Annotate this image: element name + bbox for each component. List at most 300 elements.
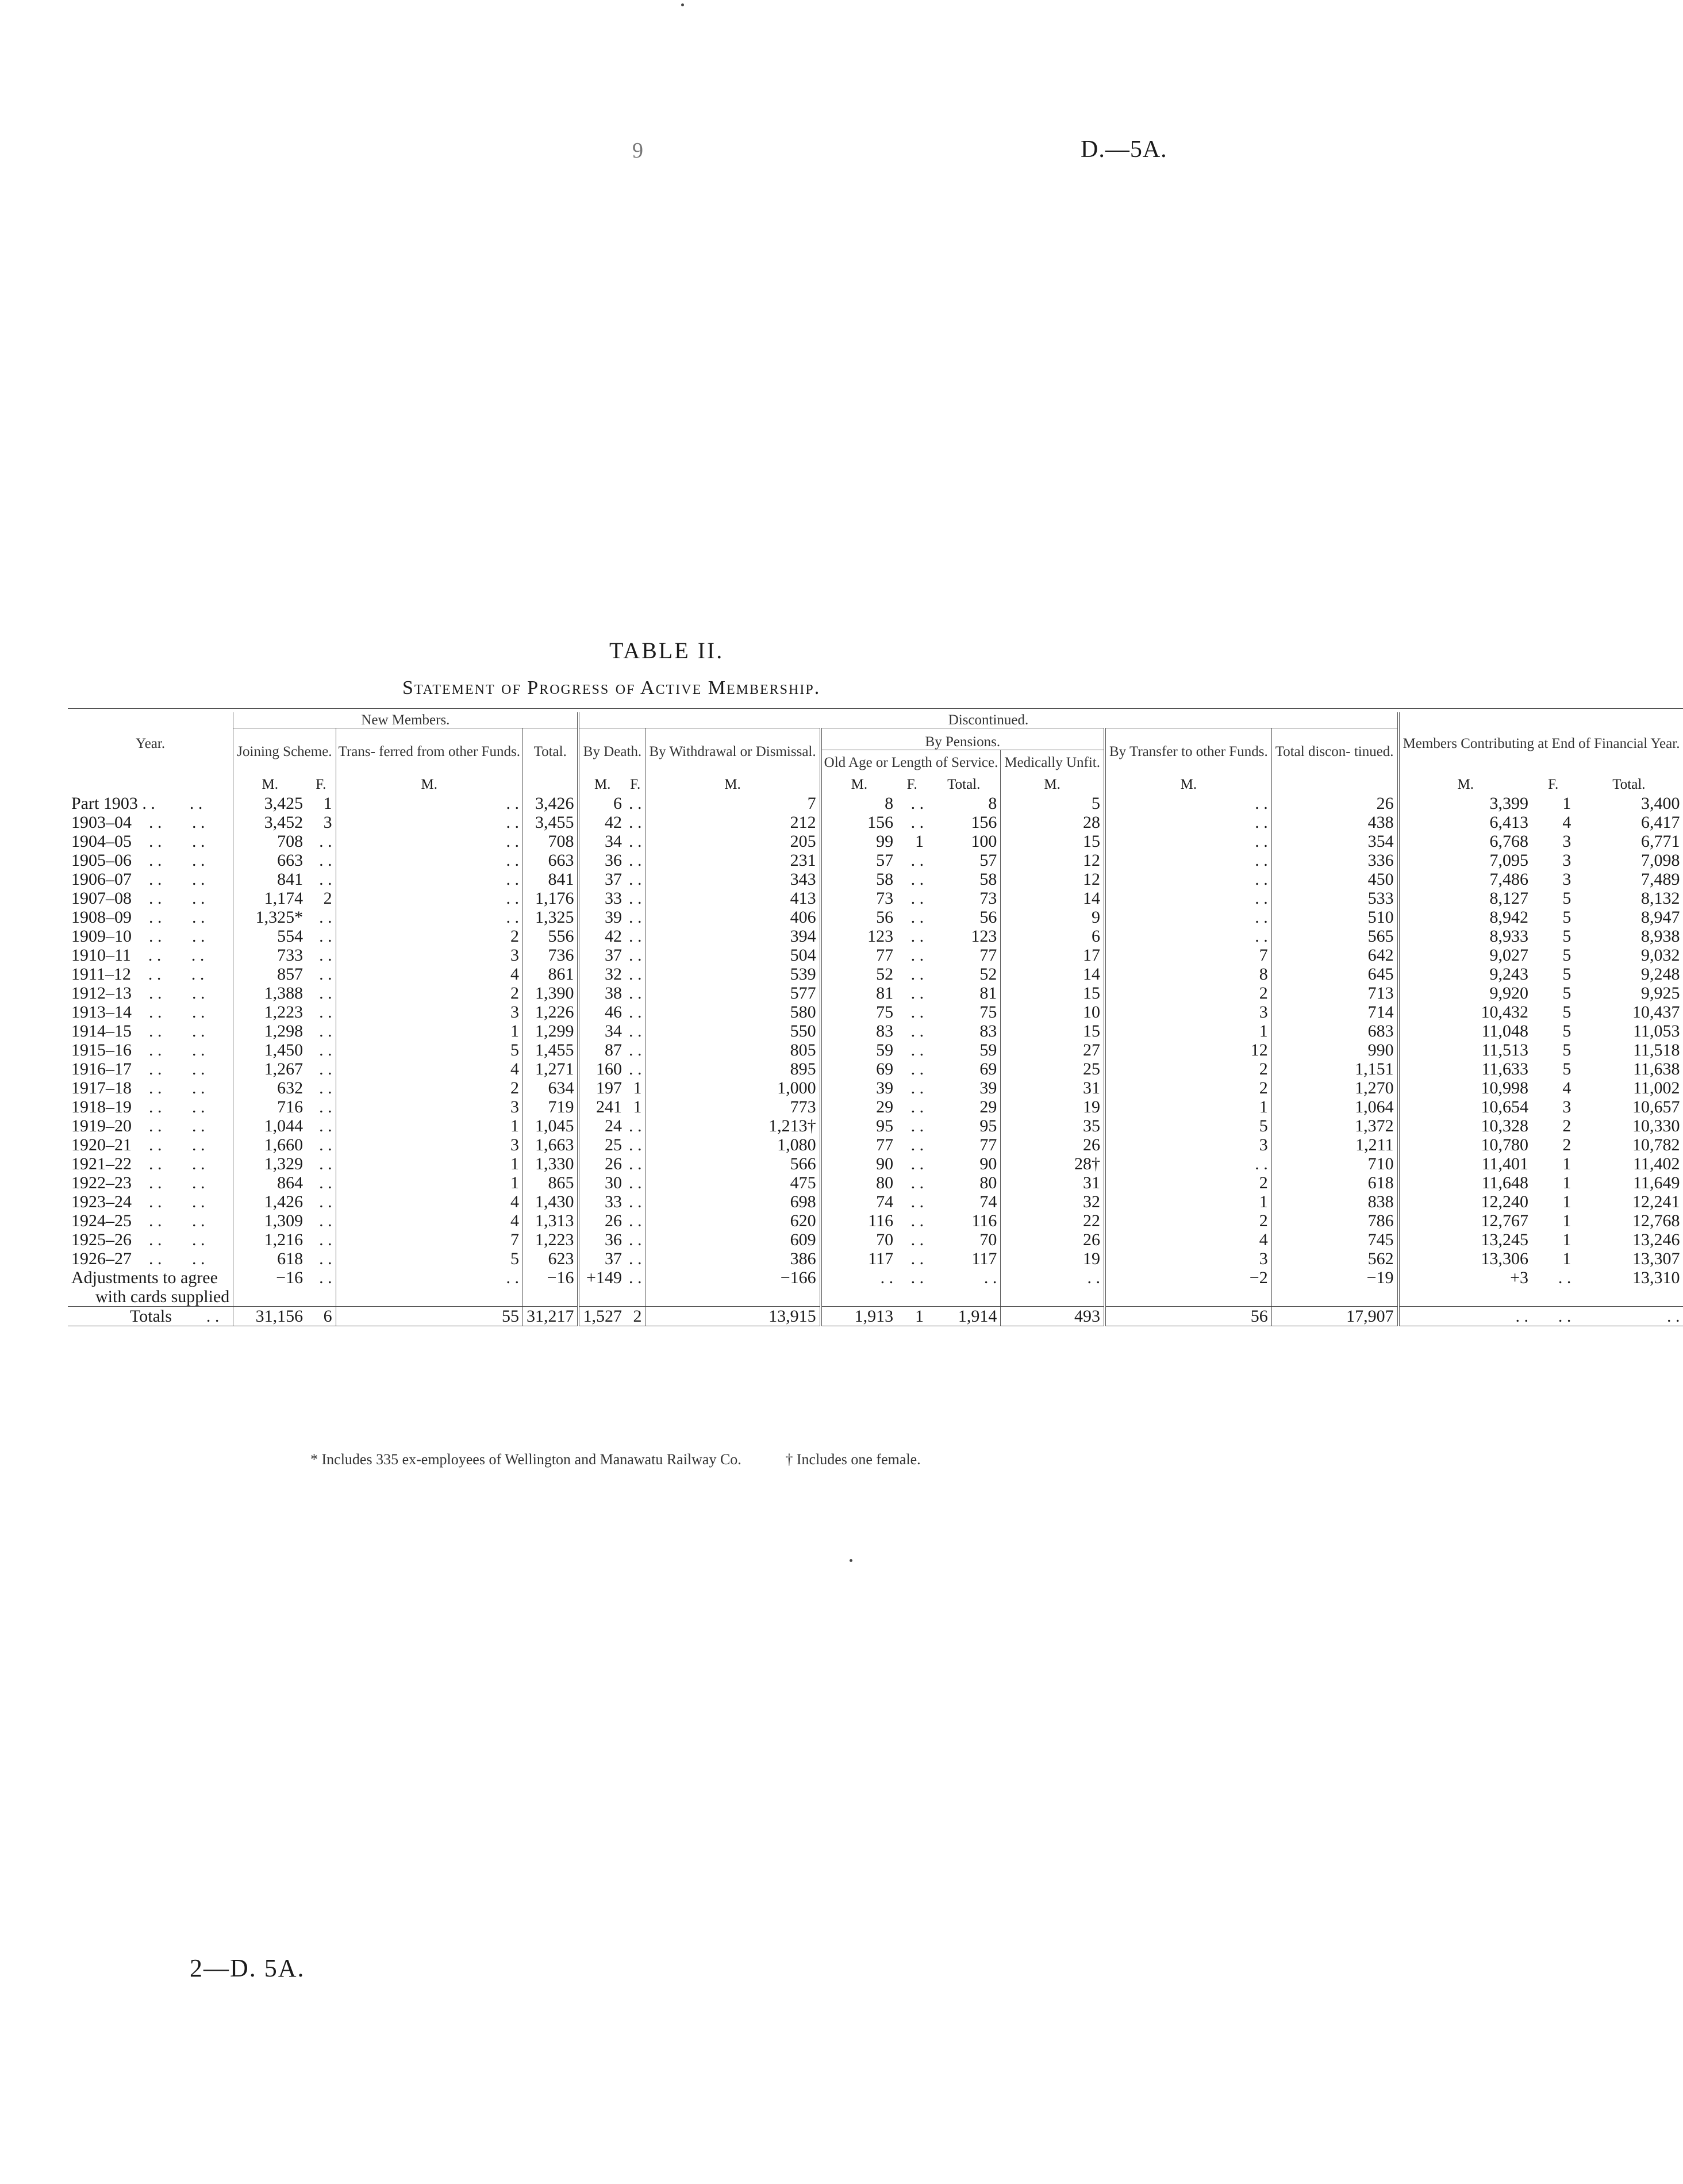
table-cell: 28†: [1001, 1154, 1105, 1173]
table-cell: 3: [1562, 832, 1571, 851]
table-cell: . .: [336, 908, 522, 927]
table-cell: 117: [971, 1249, 997, 1268]
table-cell: 3: [1105, 1003, 1271, 1022]
table-cell: 1,372: [1271, 1116, 1398, 1135]
table-cell: 698: [645, 1192, 821, 1211]
table-cell: . .: [336, 832, 522, 851]
table-cell: 2: [336, 927, 522, 946]
table-cell: . .: [336, 851, 522, 870]
table-cell: 3: [1105, 1249, 1271, 1268]
table-cell: 7: [645, 794, 821, 813]
table-cell: . .: [910, 965, 924, 984]
table-cell: 12,767: [1398, 1211, 1532, 1230]
table-cell: . .: [319, 832, 332, 851]
table-cell: 1,914: [927, 1307, 1001, 1326]
table-row: [68, 1230, 1683, 1249]
table-cell: 13,245: [1398, 1230, 1532, 1249]
table-cell: 83: [979, 1022, 997, 1041]
table-cell: 11,648: [1398, 1173, 1532, 1192]
table-cell: 10,654: [1398, 1097, 1532, 1116]
table-cell: 861: [522, 965, 578, 984]
unit-cell: F.: [630, 777, 641, 792]
table-cell: 231: [645, 851, 821, 870]
table-cell: 7,486: [1398, 870, 1532, 889]
table-cell: 117: [821, 1249, 897, 1268]
table-cell: 1: [1105, 1097, 1271, 1116]
print-speck: [681, 3, 684, 6]
table-cell: 7,095: [1398, 851, 1532, 870]
table-cell: 12,240: [1398, 1192, 1532, 1211]
table-cell: [645, 1287, 821, 1307]
table-cell: 12,768: [1632, 1211, 1680, 1230]
table-cell: . .: [628, 1211, 642, 1230]
table-cell: 5: [1105, 1116, 1271, 1135]
table-cell: . .: [628, 813, 642, 832]
table-cell: 3: [336, 946, 522, 965]
table-cell: 39: [578, 908, 625, 927]
table-cell: 6,417: [1640, 813, 1680, 832]
table-cell: 3,452: [233, 813, 306, 832]
table-cell: [306, 1287, 336, 1307]
table-cell: 52: [979, 965, 997, 984]
table-cell: 1,174: [233, 889, 306, 908]
row-label: 1920–21 . . . .: [71, 1135, 205, 1154]
table-cell: 8,127: [1398, 889, 1532, 908]
unit-cell: M.: [578, 775, 625, 794]
table-cell: 2: [1105, 1060, 1271, 1078]
table-cell: 773: [645, 1097, 821, 1116]
table-cell: 1,271: [522, 1060, 578, 1078]
table-cell: . .: [319, 1154, 332, 1173]
table-row: [68, 889, 1683, 908]
table-cell: 13,310: [1632, 1268, 1680, 1287]
unit-cell: Total.: [1612, 777, 1646, 792]
table-cell: 77: [821, 946, 897, 965]
table-cell: 37: [578, 870, 625, 889]
table-cell: 6,768: [1398, 832, 1532, 851]
table-cell: 683: [1271, 1022, 1398, 1041]
table-cell: 623: [522, 1249, 578, 1268]
table-cell: 838: [1271, 1192, 1398, 1211]
table-cell: 33: [578, 889, 625, 908]
table-cell: . .: [319, 1230, 332, 1249]
row-label: 1924–25 . . . .: [71, 1211, 205, 1230]
table-cell: . .: [628, 1192, 642, 1211]
table-cell: 9,925: [1640, 984, 1680, 1003]
table-cell: 1,430: [522, 1192, 578, 1211]
table-cell: 29: [821, 1097, 897, 1116]
row-label: Part 1903 . . . .: [71, 794, 203, 813]
row-label: with cards supplied: [68, 1287, 233, 1307]
table-cell: 3: [336, 1003, 522, 1022]
table-cell: 1,044: [233, 1116, 306, 1135]
table-cell: 710: [1271, 1154, 1398, 1173]
table-cell: 14: [1001, 965, 1105, 984]
table-cell: 212: [645, 813, 821, 832]
table-cell: 59: [821, 1041, 897, 1060]
table-cell: . .: [319, 946, 332, 965]
table-cell: 8: [988, 794, 997, 813]
table-cell: 10,998: [1398, 1078, 1532, 1097]
table-cell: 566: [645, 1154, 821, 1173]
table-cell: 895: [645, 1060, 821, 1078]
table-cell: 13,246: [1632, 1230, 1680, 1249]
table-cell: 1,527: [578, 1307, 625, 1326]
table-cell: 2: [336, 1078, 522, 1097]
header-by-death: By Death.: [578, 728, 645, 776]
row-label: 1919–20 . . . .: [71, 1116, 205, 1135]
table-cell: 556: [522, 927, 578, 946]
table-cell: . .: [1001, 1268, 1105, 1287]
table-cell: 4: [336, 1192, 522, 1211]
table-body: [68, 794, 1683, 1326]
table-cell: 11,401: [1398, 1154, 1532, 1173]
table-row: [68, 1135, 1683, 1154]
table-cell: 1,213†: [645, 1116, 821, 1135]
unit-cell: F.: [316, 777, 326, 792]
unit-cell: M.: [1001, 775, 1105, 794]
table-cell: 22: [1001, 1211, 1105, 1230]
table-cell: 15: [1001, 1022, 1105, 1041]
table-cell: 27: [1001, 1041, 1105, 1060]
table-cell: 32: [1001, 1192, 1105, 1211]
table-cell: 31: [1001, 1078, 1105, 1097]
table-cell: 10,432: [1398, 1003, 1532, 1022]
table-cell: 9,920: [1398, 984, 1532, 1003]
table-cell: . .: [319, 1041, 332, 1060]
table-row: [68, 1192, 1683, 1211]
table-cell: 83: [821, 1022, 897, 1041]
table-cell: 6,771: [1640, 832, 1680, 851]
table-cell: 865: [522, 1173, 578, 1192]
table-cell: [927, 1287, 1001, 1307]
table-cell: 2: [336, 984, 522, 1003]
table-cell: . .: [628, 1060, 642, 1078]
table-cell: 1: [1562, 1173, 1571, 1192]
table-cell: 15: [1001, 984, 1105, 1003]
table-row: [68, 946, 1683, 965]
table-cell: 55: [336, 1307, 522, 1326]
table-cell: . .: [983, 1268, 997, 1287]
table-cell: . .: [628, 1003, 642, 1022]
table-cell: . .: [628, 851, 642, 870]
table-row: [68, 1041, 1683, 1060]
table-cell: 100: [971, 832, 997, 851]
table-cell: 609: [645, 1230, 821, 1249]
table-cell: 5: [1001, 794, 1105, 813]
header-joining-scheme: Joining Scheme.: [233, 728, 336, 776]
table-cell: 2: [1105, 1173, 1271, 1192]
table-cell: 620: [645, 1211, 821, 1230]
table-cell: . .: [628, 1230, 642, 1249]
table-cell: 1,211: [1271, 1135, 1398, 1154]
table-cell: . .: [910, 1173, 924, 1192]
table-cell: 354: [1271, 832, 1398, 851]
table-cell: 450: [1271, 870, 1398, 889]
table-cell: 57: [821, 851, 897, 870]
row-label: 1914–15 . . . .: [71, 1022, 205, 1041]
table-row: [68, 1060, 1683, 1078]
table-cell: 77: [821, 1135, 897, 1154]
table-cell: [522, 1287, 578, 1307]
table-cell: 10,782: [1632, 1135, 1680, 1154]
table-row: [68, 965, 1683, 984]
table-row: [68, 1173, 1683, 1192]
table-cell: 510: [1271, 908, 1398, 927]
table-cell: 1,313: [522, 1211, 578, 1230]
table-cell: . .: [628, 1041, 642, 1060]
table-cell: . .: [628, 965, 642, 984]
table-cell: −16: [233, 1268, 306, 1287]
table-cell: 205: [645, 832, 821, 851]
table-row: [68, 1154, 1683, 1173]
table-cell: 8,938: [1640, 927, 1680, 946]
table-cell: . .: [628, 946, 642, 965]
table-cell: [1105, 1287, 1271, 1307]
table-cell: . .: [910, 851, 924, 870]
table-cell: . .: [1105, 851, 1271, 870]
table-cell: . .: [319, 1003, 332, 1022]
table-cell: . .: [628, 1173, 642, 1192]
unit-cell: M.: [1398, 775, 1532, 794]
table-cell: 663: [522, 851, 578, 870]
table-cell: 3: [323, 813, 332, 832]
header-discontinued: Discontinued.: [578, 712, 1398, 728]
table-cell: 663: [233, 851, 306, 870]
table-cell: 1,151: [1271, 1060, 1398, 1078]
table-cell: 2: [323, 889, 332, 908]
table-cell: [821, 1287, 897, 1307]
table-cell: 70: [979, 1230, 997, 1249]
table-cell: [1271, 1287, 1398, 1307]
table-cell: 4: [336, 965, 522, 984]
table-cell: . .: [628, 794, 642, 813]
table-cell: 8,947: [1640, 908, 1680, 927]
table-cell: 3: [1562, 870, 1571, 889]
table-cell: 123: [821, 927, 897, 946]
table-cell: 7,098: [1640, 851, 1680, 870]
table-cell: 80: [979, 1173, 997, 1192]
table-cell: 77: [979, 1135, 997, 1154]
table-cell: 1,298: [233, 1022, 306, 1041]
bottom-page-code: 2—D. 5A.: [190, 1954, 305, 1982]
table-cell: . .: [910, 927, 924, 946]
table-cell: 504: [645, 946, 821, 965]
table-row: [68, 1097, 1683, 1116]
table-cell: 11,513: [1398, 1041, 1532, 1060]
table-cell: 1,176: [522, 889, 578, 908]
table-cell: 1,663: [522, 1135, 578, 1154]
row-label: 1910–11 . . . .: [71, 946, 205, 965]
table-cell: 34: [578, 1022, 625, 1041]
table-cell: 30: [578, 1173, 625, 1192]
table-cell: 632: [233, 1078, 306, 1097]
table-cell: 13,306: [1398, 1249, 1532, 1268]
table-cell: 52: [821, 965, 897, 984]
table-cell: . .: [1105, 813, 1271, 832]
table-cell: 10,437: [1632, 1003, 1680, 1022]
row-label: 1921–22 . . . .: [71, 1154, 205, 1173]
table-cell: 12: [1105, 1041, 1271, 1060]
table-cell: 2: [1105, 1078, 1271, 1097]
table-cell: . .: [319, 984, 332, 1003]
table-cell: . .: [910, 1041, 924, 1060]
table-cell: 6: [1001, 927, 1105, 946]
table-cell: . .: [319, 1116, 332, 1135]
table-cell: 69: [821, 1060, 897, 1078]
table-cell: . .: [910, 1211, 924, 1230]
header-total-discontinued: Total discon- tinued.: [1271, 728, 1398, 776]
table-row: [68, 851, 1683, 870]
row-label: 1906–07 . . . .: [71, 870, 205, 889]
table-cell: 642: [1271, 946, 1398, 965]
table-cell: 5: [1562, 1022, 1571, 1041]
table-cell: 4: [336, 1060, 522, 1078]
table-cell: 26: [1001, 1135, 1105, 1154]
table-cell: 5: [1562, 1041, 1571, 1060]
table-cell: 116: [821, 1211, 897, 1230]
table-cell: . .: [821, 1268, 897, 1287]
table-cell: 11,048: [1398, 1022, 1532, 1041]
table-cell: . .: [910, 984, 924, 1003]
table-cell: 4: [1562, 813, 1571, 832]
table-cell: . .: [910, 1249, 924, 1268]
unit-cell: F.: [906, 777, 917, 792]
table-cell: [1001, 1287, 1105, 1307]
table-cell: 990: [1271, 1041, 1398, 1060]
table-cell: 81: [979, 984, 997, 1003]
table-cell: . .: [319, 1249, 332, 1268]
page-number: 9: [632, 139, 643, 163]
table-cell: 4: [336, 1211, 522, 1230]
table-cell: [1574, 1287, 1683, 1307]
table-cell: 11,638: [1633, 1060, 1680, 1078]
table-cell: 2: [1562, 1116, 1571, 1135]
header-members-contributing: Members Contributing at End of Financial Year.: [1398, 712, 1683, 775]
table-cell: 36: [578, 851, 625, 870]
table-cell: 17: [1001, 946, 1105, 965]
table-cell: [1532, 1287, 1574, 1307]
table-cell: 11,518: [1633, 1041, 1680, 1060]
table-cell: 1: [1562, 1230, 1571, 1249]
table-cell: 5: [1562, 1003, 1571, 1022]
table-cell: 645: [1271, 965, 1398, 984]
table-cell: 11,633: [1398, 1060, 1532, 1078]
table-cell: 69: [979, 1060, 997, 1078]
table-cell: . .: [628, 908, 642, 927]
table-cell: 75: [979, 1003, 997, 1022]
table-cell: 12,241: [1632, 1192, 1680, 1211]
table-cell: −2: [1105, 1268, 1271, 1287]
table-cell: 26: [578, 1211, 625, 1230]
table-cell: −166: [645, 1268, 821, 1287]
table-cell: . .: [319, 1192, 332, 1211]
table-cell: 8: [821, 794, 897, 813]
table-cell: . .: [1105, 794, 1271, 813]
table-cell: 1,330: [522, 1154, 578, 1173]
table-cell: 857: [233, 965, 306, 984]
table-cell: 1: [1562, 794, 1571, 813]
table-cell: 57: [979, 851, 997, 870]
table-cell: 9,032: [1640, 946, 1680, 965]
table-cell: [625, 1287, 645, 1307]
table-cell: 7,489: [1640, 870, 1680, 889]
row-label: 1917–18 . . . .: [71, 1078, 205, 1097]
table-cell: 3,426: [522, 794, 578, 813]
table-cell: 3: [336, 1097, 522, 1116]
table-cell: 413: [645, 889, 821, 908]
table-cell: [897, 1287, 927, 1307]
table-cell: 81: [821, 984, 897, 1003]
table-cell: 9,243: [1398, 965, 1532, 984]
table-cell: 1,226: [522, 1003, 578, 1022]
table-cell: 31,217: [522, 1307, 578, 1326]
table-cell: 32: [578, 965, 625, 984]
table-cell: 5: [1562, 927, 1571, 946]
table-cell: . .: [628, 1268, 642, 1287]
table-row: [68, 1211, 1683, 1230]
unit-cell: Total.: [947, 777, 981, 792]
table-cell: 1,223: [233, 1003, 306, 1022]
table-cell: 3,425: [233, 794, 306, 813]
table-cell: 1,325*: [233, 908, 306, 927]
table-row: [68, 1268, 1683, 1287]
row-label: 1912–13 . . . .: [71, 984, 205, 1003]
table-cell: 805: [645, 1041, 821, 1060]
table-cell: . .: [1105, 1154, 1271, 1173]
table-cell: 70: [821, 1230, 897, 1249]
table-cell: 1: [1562, 1154, 1571, 1173]
table-cell: . .: [628, 927, 642, 946]
table-cell: 11,649: [1633, 1173, 1680, 1192]
table-cell: 11,053: [1633, 1022, 1680, 1041]
table-cell: 2: [1105, 1211, 1271, 1230]
header-by-withdrawal: By Withdrawal or Dismissal.: [645, 728, 821, 776]
table-cell: 1: [1105, 1022, 1271, 1041]
table-cell: 3,400: [1640, 794, 1680, 813]
table-cell: 786: [1271, 1211, 1398, 1230]
table-cell: 1,660: [233, 1135, 306, 1154]
table-cell: 618: [1271, 1173, 1398, 1192]
table-cell: 1,426: [233, 1192, 306, 1211]
table-cell: [233, 1287, 306, 1307]
table-cell: 1,267: [233, 1060, 306, 1078]
table-cell: 2: [625, 1307, 645, 1326]
table-cell: 37: [578, 946, 625, 965]
table-cell: . .: [628, 1022, 642, 1041]
table-cell: 14: [1001, 889, 1105, 908]
table-cell: . .: [628, 984, 642, 1003]
table-cell: 577: [645, 984, 821, 1003]
table-cell: . .: [910, 1192, 924, 1211]
table-cell: 1: [915, 832, 924, 851]
table-cell: . .: [319, 965, 332, 984]
footnotes: [310, 1451, 961, 1468]
table-cell: −19: [1271, 1268, 1398, 1287]
table-cell: 1,216: [233, 1230, 306, 1249]
table-cell: . .: [336, 870, 522, 889]
table-cell: 5: [1562, 984, 1571, 1003]
table-row: [68, 832, 1683, 851]
row-label: 1916–17 . . . .: [71, 1060, 205, 1078]
table-cell: 99: [821, 832, 897, 851]
table-cell: 8,132: [1640, 889, 1680, 908]
table-cell: 3: [1562, 851, 1571, 870]
row-label: 1905–06 . . . .: [71, 851, 205, 870]
table-cell: . .: [628, 1116, 642, 1135]
unit-cell: M.: [821, 775, 897, 794]
table-cell: 31,156: [233, 1307, 306, 1326]
